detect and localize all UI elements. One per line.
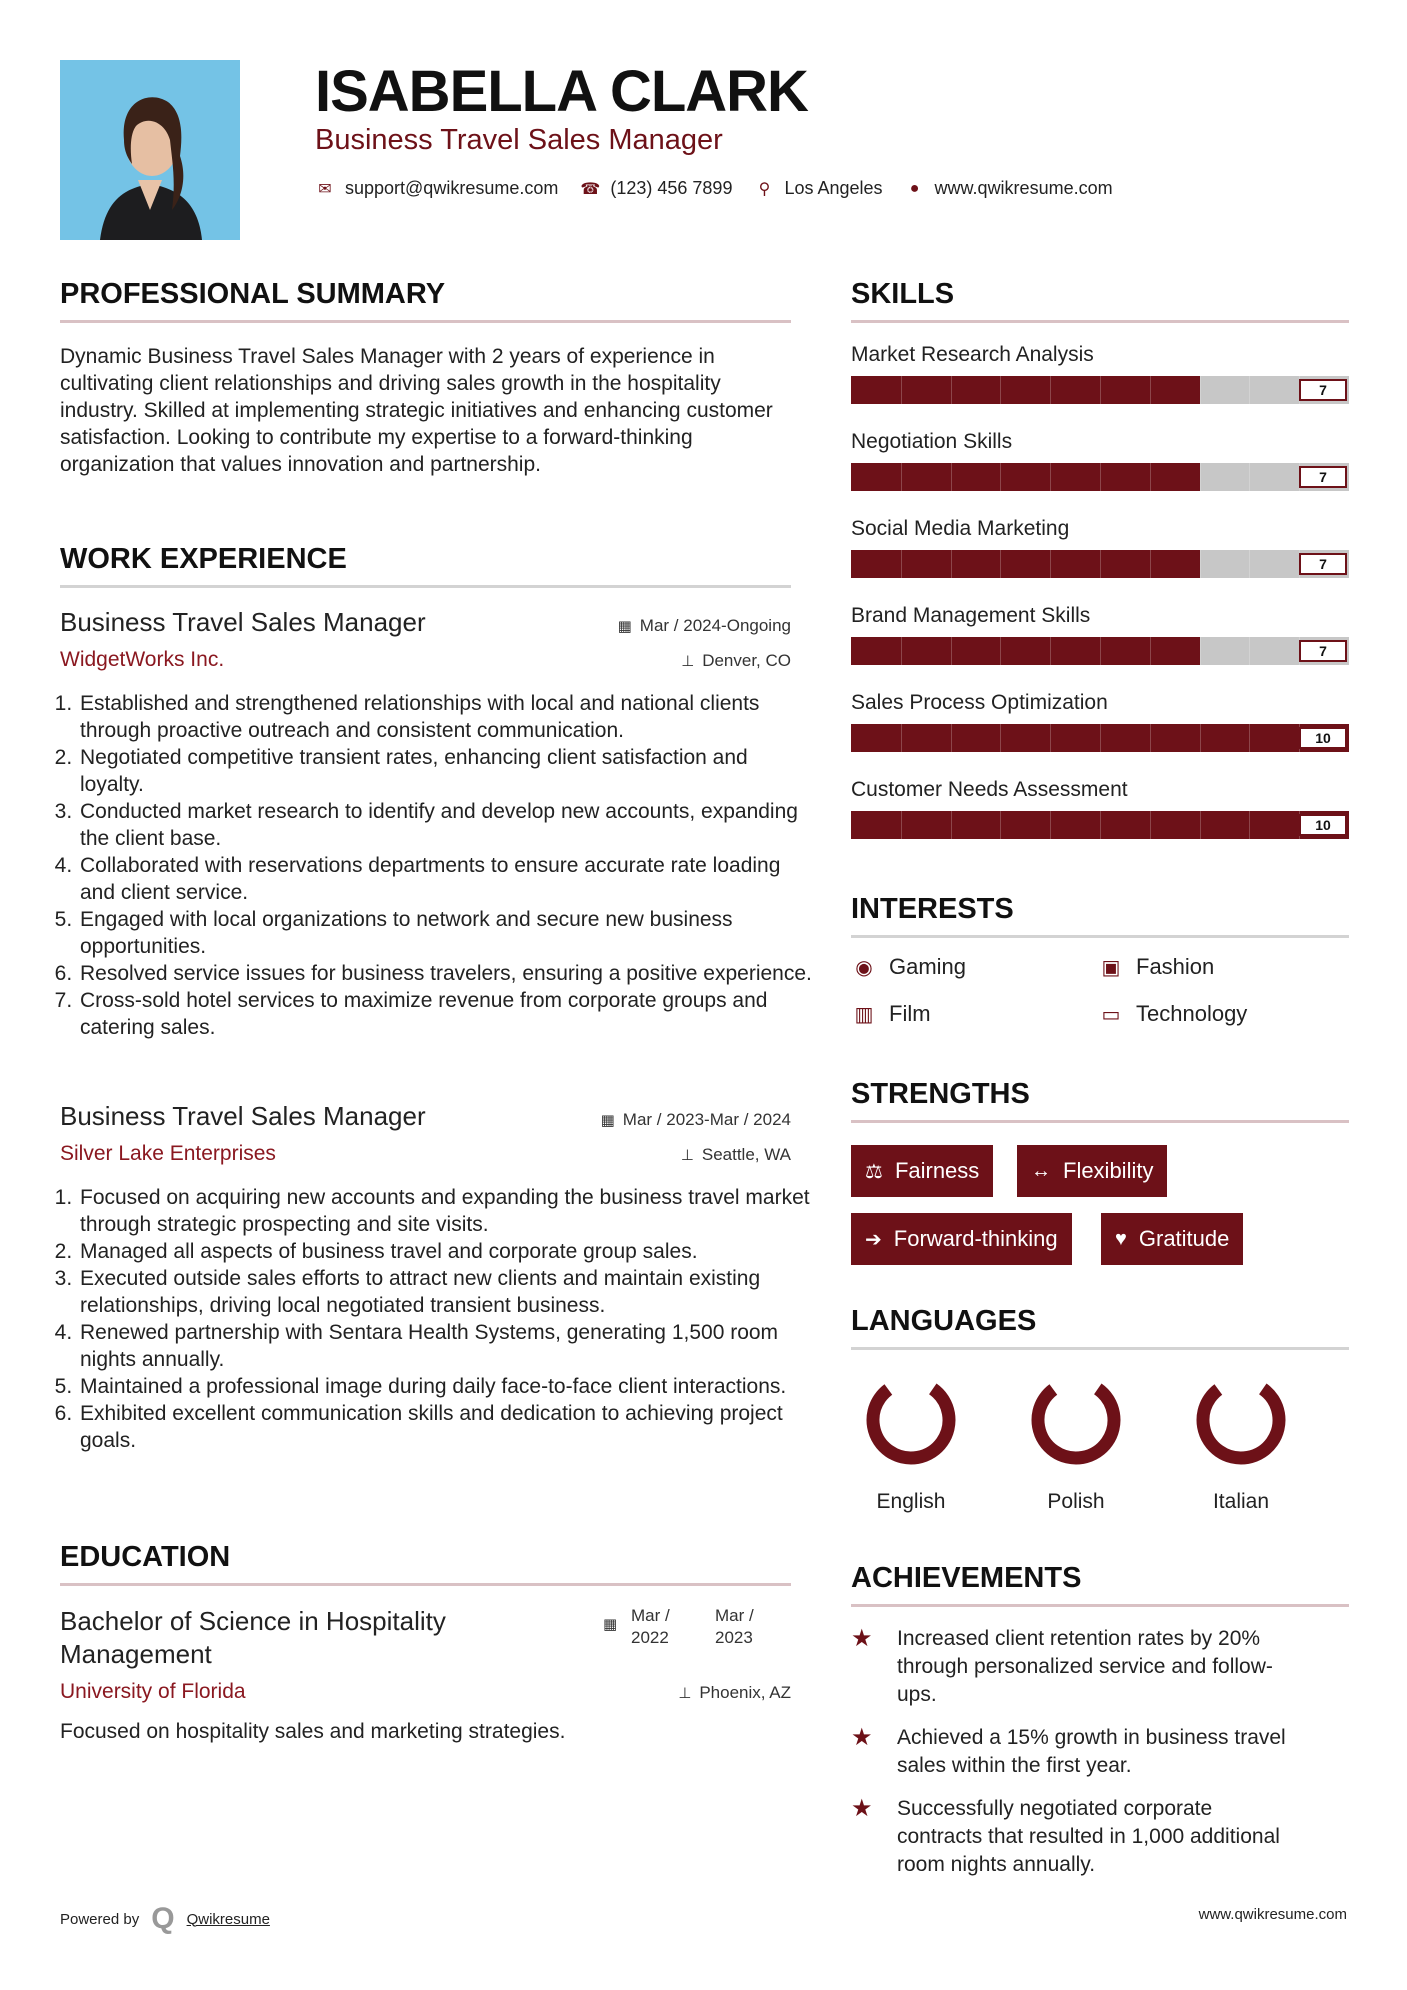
heart-icon: ♥	[1115, 1227, 1127, 1250]
language-label: Italian	[1212, 1490, 1270, 1513]
skill-bar	[851, 811, 1349, 839]
film-icon: ▥	[854, 1003, 874, 1026]
achievement-item	[851, 1795, 1349, 1879]
strength-label: Fairness	[894, 1158, 980, 1183]
achievement-line: room nights annually.	[897, 1853, 1096, 1876]
education-description: Focused on hospitality sales and marketing strategies.	[60, 1720, 566, 1743]
skill-level-badge: 7	[1299, 640, 1347, 662]
skill-bar-segment	[1000, 811, 1001, 839]
skill-bar-segment	[1249, 376, 1250, 404]
skill-bar-segment	[951, 724, 952, 752]
website-text: www.qwikresume.com	[934, 178, 1113, 198]
contact-website[interactable]	[905, 178, 1113, 199]
language-ring	[1026, 1370, 1126, 1470]
list-item: 1. Established and strengthened relationships with local and national clients through proactive outreach and consistent communication.	[78, 690, 813, 744]
achievement-item	[851, 1724, 1349, 1780]
brand-link[interactable]: Qwikresume	[186, 1910, 270, 1928]
list-item: 6. Resolved service issues for business travelers, ensuring a positive experience.	[78, 960, 813, 987]
skill-bar-segment	[1249, 637, 1250, 665]
skill-bar-segment	[1200, 463, 1201, 491]
degree-title-line2: Management	[60, 1639, 212, 1669]
achievement-item	[851, 1625, 1349, 1709]
skill-name: Customer Needs Assessment	[851, 778, 1128, 801]
skill-bar-segment	[1000, 637, 1001, 665]
achievement-text	[897, 1724, 1286, 1780]
languages-divider	[851, 1347, 1349, 1350]
contact-location	[754, 178, 882, 199]
skill-name: Social Media Marketing	[851, 517, 1070, 540]
skill-bar-segment	[1100, 376, 1101, 404]
skill-item	[851, 517, 1349, 578]
skill-bar-segment	[1200, 637, 1201, 665]
summary-heading: PROFESSIONAL SUMMARY	[60, 278, 446, 310]
skill-bar-segment	[1150, 811, 1151, 839]
list-item: 2. Managed all aspects of business travel and corporate group sales.	[78, 1238, 813, 1265]
skill-bar-segment	[1100, 724, 1101, 752]
strengths-divider	[851, 1120, 1349, 1123]
skill-bar-segment	[951, 463, 952, 491]
summary-divider	[60, 320, 791, 323]
skill-bar-fill	[851, 550, 1200, 578]
footer-powered-by	[60, 1902, 270, 1936]
skill-bar	[851, 550, 1349, 578]
achievements-divider	[851, 1604, 1349, 1607]
skill-bar-segment	[1050, 811, 1051, 839]
star-icon: ★	[851, 1625, 873, 1652]
skill-bar-segment	[1100, 637, 1101, 665]
education-start-date	[631, 1605, 670, 1649]
skill-name: Sales Process Optimization	[851, 691, 1108, 714]
achievement-line: contracts that resulted in 1,000 additional	[897, 1825, 1280, 1848]
skill-bar-segment	[901, 724, 902, 752]
calendar-icon: ▦	[617, 618, 632, 635]
job-title: Business Travel Sales Manager	[60, 607, 426, 637]
profile-photo	[60, 60, 240, 240]
skill-level-badge: 7	[1299, 466, 1347, 488]
qwikresume-logo-icon: Q	[151, 1902, 175, 1935]
arrow-right-icon: ➔	[865, 1228, 882, 1251]
skill-bar-segment	[1249, 811, 1250, 839]
experience-divider	[60, 585, 791, 588]
footer-website[interactable]: www.qwikresume.com	[1198, 1906, 1347, 1923]
skill-bar-segment	[951, 550, 952, 578]
skill-bar-fill	[851, 637, 1200, 665]
candidate-role: Business Travel Sales Manager	[315, 124, 723, 156]
arrows-horizontal-icon: ↔	[1031, 1159, 1051, 1182]
strength-label: Gratitude	[1138, 1226, 1230, 1251]
skill-item	[851, 691, 1349, 752]
skill-bar	[851, 463, 1349, 491]
job-location-text: Denver, CO	[702, 651, 791, 670]
job-bullet-list	[60, 690, 813, 1041]
skill-bar-segment	[901, 637, 902, 665]
skill-bar-segment	[1200, 724, 1201, 752]
skill-bar-segment	[1249, 550, 1250, 578]
interests-heading: INTERESTS	[851, 893, 1014, 925]
job-dates	[601, 1110, 791, 1130]
skill-bar-segment	[1200, 811, 1201, 839]
language-item	[851, 1370, 971, 1514]
language-label: Polish	[1047, 1490, 1105, 1513]
skill-bar-segment	[951, 811, 952, 839]
shopping-bag-icon: ▣	[1101, 956, 1121, 979]
list-item: 4. Collaborated with reservations departments to ensure accurate rate loading and client service.	[78, 852, 813, 906]
skill-bar-segment	[951, 376, 952, 404]
languages-row	[851, 1370, 1349, 1520]
achievement-line: ups.	[897, 1683, 937, 1706]
skill-bar-segment	[1150, 724, 1151, 752]
list-item: 1. Focused on acquiring new accounts and expanding the business travel market through strategic prospecting and site visits.	[78, 1184, 813, 1238]
phone-icon: ☎	[580, 180, 601, 198]
language-ring-arc	[861, 1370, 961, 1470]
languages-heading: LANGUAGES	[851, 1305, 1037, 1337]
list-item: 5. Engaged with local organizations to network and secure new business opportunities.	[78, 906, 813, 960]
strength-chip-flexibility	[1017, 1145, 1167, 1197]
portrait-illustration	[60, 60, 240, 240]
language-ring	[1191, 1370, 1291, 1470]
skill-bar-segment	[1150, 637, 1151, 665]
skill-bar-segment	[1200, 550, 1201, 578]
list-item: 7. Cross-sold hotel services to maximize revenue from corporate groups and catering sales.	[78, 987, 813, 1041]
skill-bar-segment	[1249, 724, 1250, 752]
strength-chip-fairness	[851, 1145, 993, 1197]
end-month: Mar /	[715, 1606, 754, 1625]
achievement-line: Achieved a 15% growth in business travel	[897, 1726, 1286, 1749]
skill-bar	[851, 376, 1349, 404]
skills-divider	[851, 320, 1349, 323]
interest-label: Gaming	[889, 954, 967, 979]
skill-bar-segment	[901, 550, 902, 578]
map-marker-icon: ⚲	[758, 180, 771, 198]
contact-phone[interactable]	[580, 178, 732, 199]
achievement-text	[897, 1625, 1273, 1709]
list-item: 5. Maintained a professional image during daily face-to-face client interactions.	[78, 1373, 813, 1400]
balance-scale-icon: ⚖	[865, 1160, 883, 1183]
skill-bar-segment	[1150, 376, 1151, 404]
skill-bar-segment	[1100, 811, 1101, 839]
skill-bar-segment	[1000, 724, 1001, 752]
interests-divider	[851, 935, 1349, 938]
skill-bar-segment	[901, 376, 902, 404]
list-item: 3. Executed outside sales efforts to attract new clients and maintain existing relationships, driving local negotiated transient business.	[78, 1265, 813, 1319]
skill-bar	[851, 724, 1349, 752]
pushpin-icon: ⊥	[678, 1685, 692, 1702]
job-location	[681, 651, 791, 671]
skill-bar-segment	[1050, 637, 1051, 665]
strengths-heading: STRENGTHS	[851, 1078, 1030, 1110]
education-calendar	[603, 1615, 617, 1633]
skill-bar-segment	[1050, 550, 1051, 578]
star-icon: ★	[851, 1795, 873, 1822]
job-location-text: Seattle, WA	[701, 1145, 791, 1164]
skill-bar-segment	[1000, 550, 1001, 578]
interest-fashion	[1098, 954, 1214, 980]
strength-chip-gratitude	[1101, 1213, 1243, 1265]
job-bullet-list	[60, 1184, 813, 1454]
gamepad-icon: ◉	[855, 956, 873, 979]
start-year: 2022	[631, 1628, 669, 1647]
skill-bar-segment	[1100, 463, 1101, 491]
skill-bar-segment	[1000, 376, 1001, 404]
job-company: Silver Lake Enterprises	[60, 1142, 276, 1165]
skill-level-badge: 10	[1299, 814, 1347, 836]
education-location-text: Phoenix, AZ	[699, 1683, 791, 1702]
powered-by-text: Powered by	[60, 1910, 140, 1928]
school-name: University of Florida	[60, 1680, 246, 1703]
education-end-date	[715, 1605, 754, 1649]
skill-item	[851, 343, 1349, 404]
skill-level-badge: 7	[1299, 553, 1347, 575]
strength-label: Flexibility	[1063, 1158, 1154, 1183]
interest-label: Fashion	[1136, 954, 1215, 979]
end-year: 2023	[715, 1628, 753, 1647]
skill-bar-segment	[1050, 376, 1051, 404]
skill-name: Brand Management Skills	[851, 604, 1091, 627]
skill-bar-segment	[1249, 463, 1250, 491]
language-ring	[861, 1370, 961, 1470]
job-title: Business Travel Sales Manager	[60, 1101, 426, 1131]
skill-bar-segment	[901, 811, 902, 839]
achievement-line: Increased client retention rates by 20%	[897, 1627, 1261, 1650]
candidate-name: ISABELLA CLARK	[315, 59, 808, 124]
education-location	[678, 1683, 791, 1703]
phone-text: (123) 456 7899	[610, 178, 733, 198]
globe-icon: ●	[909, 179, 920, 197]
calendar-icon: ▦	[603, 1616, 618, 1633]
achievement-line: sales within the first year.	[897, 1754, 1132, 1777]
skill-bar-segment	[1150, 550, 1151, 578]
skill-level-badge: 7	[1299, 379, 1347, 401]
interest-film	[851, 1001, 931, 1027]
skill-bar	[851, 637, 1349, 665]
list-item: 4. Renewed partnership with Sentara Health Systems, generating 1,500 room nights annually.	[78, 1319, 813, 1373]
envelope-icon: ✉	[318, 180, 332, 198]
education-divider	[60, 1583, 791, 1586]
contact-bar	[315, 178, 1121, 199]
contact-email[interactable]	[315, 178, 558, 199]
language-ring-arc	[1026, 1370, 1126, 1470]
pushpin-icon: ⊥	[680, 1147, 694, 1164]
skill-level-badge: 10	[1299, 727, 1347, 749]
job-company: WidgetWorks Inc.	[60, 648, 225, 671]
education-heading: EDUCATION	[60, 1541, 231, 1573]
email-text: support@qwikresume.com	[345, 178, 559, 198]
language-item	[1181, 1370, 1301, 1514]
strength-chip-forward-thinking	[851, 1213, 1072, 1265]
skill-bar-segment	[1050, 724, 1051, 752]
list-item: 6. Exhibited excellent communication skills and dedication to achieving project goals.	[78, 1400, 813, 1454]
skill-name: Negotiation Skills	[851, 430, 1013, 453]
skill-item	[851, 604, 1349, 665]
list-item: 3. Conducted market research to identify and develop new accounts, expanding the client base.	[78, 798, 813, 852]
skill-bar-segment	[1150, 463, 1151, 491]
achievements-heading: ACHIEVEMENTS	[851, 1562, 1082, 1594]
experience-heading: WORK EXPERIENCE	[60, 543, 347, 575]
degree-title-line1: Bachelor of Science in Hospitality	[60, 1606, 446, 1636]
start-month: Mar /	[631, 1606, 670, 1625]
skill-bar-segment	[1000, 463, 1001, 491]
skill-item	[851, 778, 1349, 839]
job-dates	[618, 616, 791, 636]
skill-bar-segment	[901, 463, 902, 491]
interest-gaming	[851, 954, 966, 980]
skills-heading: SKILLS	[851, 278, 955, 310]
achievement-line: Successfully negotiated corporate	[897, 1797, 1213, 1820]
achievement-line: through personalized service and follow-	[897, 1655, 1273, 1678]
skill-bar-fill	[851, 376, 1200, 404]
summary-text: Dynamic Business Travel Sales Manager with 2 years of experience in cultivating client relationships and driving sales growth in the hospitality industry. Skilled at implementing strategic initiatives and enhancing customer satisfaction. Looking to contribute my expertise to a forward-thinking organization that values innovation and partnership.	[60, 345, 773, 476]
location-text: Los Angeles	[784, 178, 883, 198]
skill-name: Market Research Analysis	[851, 343, 1094, 366]
skill-bar-segment	[1100, 550, 1101, 578]
skill-bar-segment	[1200, 376, 1201, 404]
achievement-text	[897, 1795, 1280, 1879]
calendar-icon: ▦	[600, 1112, 615, 1129]
language-ring-arc	[1191, 1370, 1291, 1470]
interest-label: Technology	[1136, 1001, 1248, 1026]
skill-item	[851, 430, 1349, 491]
language-item	[1016, 1370, 1136, 1514]
list-item: 2. Negotiated competitive transient rates, enhancing client satisfaction and loyalty.	[78, 744, 813, 798]
language-label: English	[876, 1490, 946, 1513]
skill-bar-fill	[851, 463, 1200, 491]
interest-label: Film	[889, 1001, 931, 1026]
skill-bar-segment	[951, 637, 952, 665]
laptop-icon: ▭	[1101, 1003, 1121, 1026]
job-dates-text: Mar / 2023-Mar / 2024	[622, 1110, 791, 1129]
star-icon: ★	[851, 1724, 873, 1751]
job-dates-text: Mar / 2024-Ongoing	[639, 616, 791, 635]
skill-bar-segment	[1050, 463, 1051, 491]
job-location	[681, 1145, 791, 1165]
strength-label: Forward-thinking	[893, 1226, 1058, 1251]
pushpin-icon: ⊥	[681, 653, 695, 670]
interest-technology	[1098, 1001, 1247, 1027]
